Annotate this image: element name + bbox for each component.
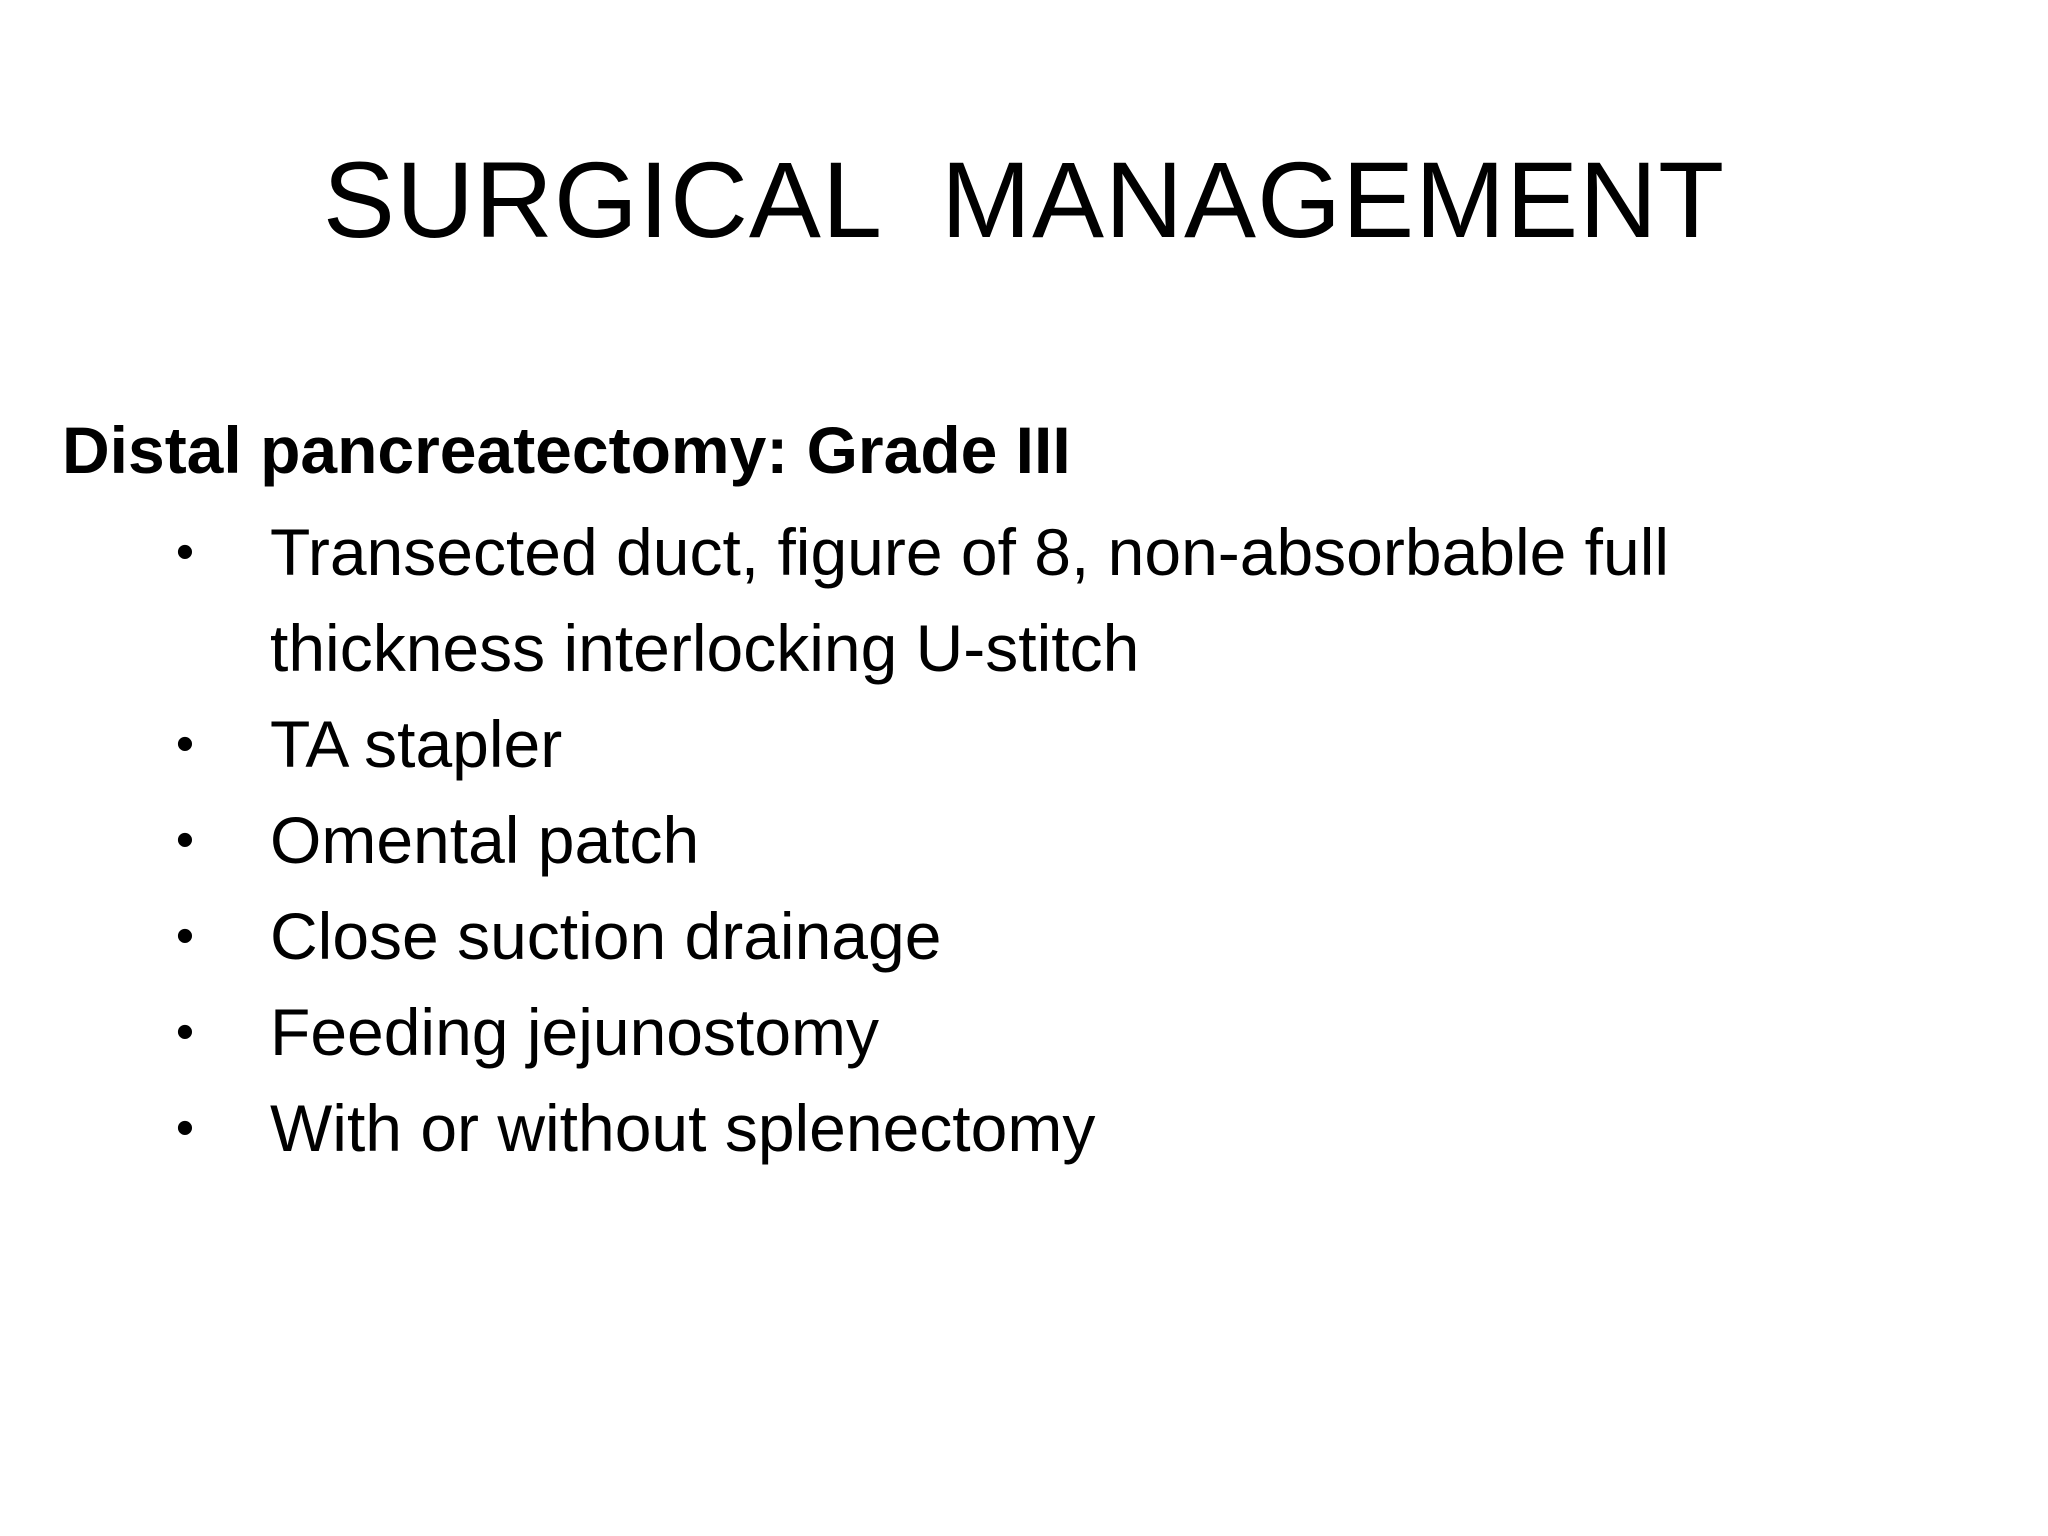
slide-title: SURGICAL MANAGEMENT [322,139,1726,260]
bullet-text: TA stapler [270,707,563,781]
list-item [0,1080,1920,1176]
list-item [0,888,1920,984]
section-heading: Distal pancreatectomy: Grade III [62,413,1071,487]
bullet-text: Close suction drainage [270,899,942,973]
bullet-text: With or without splenectomy [270,1091,1096,1165]
bullet-icon: • [175,523,195,581]
bullet-icon: • [175,1099,195,1157]
bullet-icon: • [175,1003,195,1061]
bullet-icon: • [175,715,195,773]
bullet-icon: • [175,907,195,965]
bullet-text: Transected duct, figure of 8, non-absorbable full thickness interlocking U-stitch [270,515,1670,685]
list-item [0,696,1920,792]
list-item [0,504,1920,696]
list-item [0,984,1920,1080]
bullet-list [0,504,2048,1176]
bullet-text: Omental patch [270,803,700,877]
bullet-icon: • [175,811,195,869]
list-item [0,792,1920,888]
bullet-text: Feeding jejunostomy [270,995,880,1069]
